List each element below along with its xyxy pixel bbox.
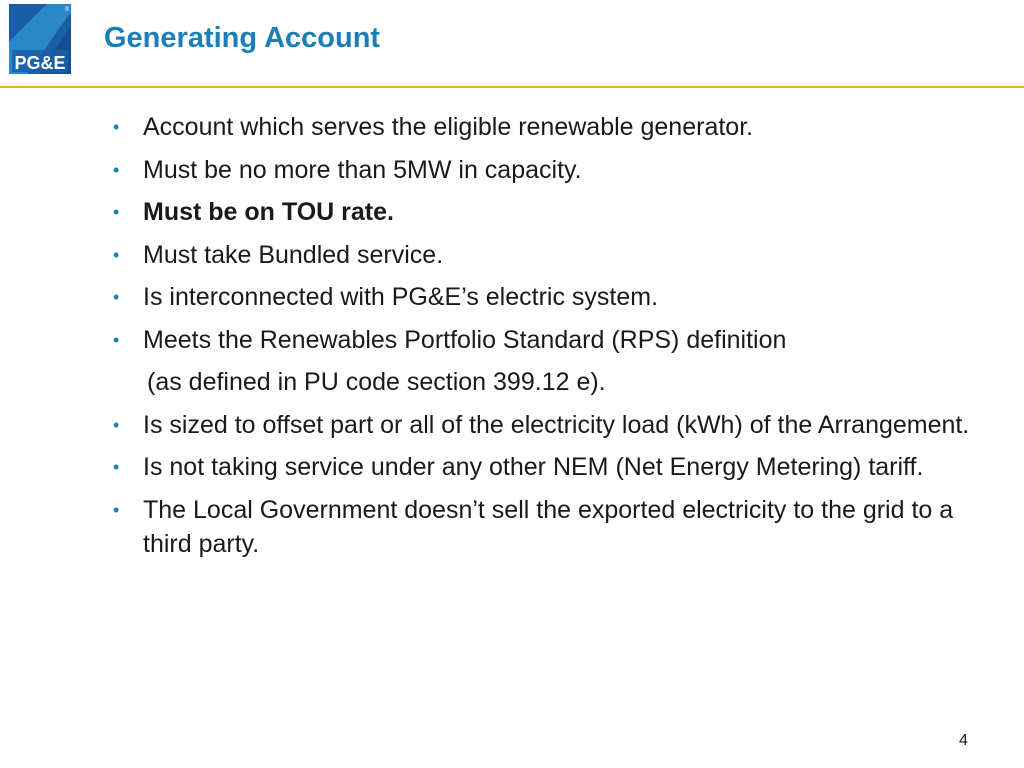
slide-header [0,0,1024,88]
bullet-text: Meets the Renewables Portfolio Standard (RPS) definition [143,325,787,354]
logo-text: PG&E [14,53,66,73]
bullet-item [113,408,993,443]
header-divider [0,86,1024,88]
registered-mark: ® [64,7,69,13]
bullet-item [113,280,993,315]
bullet-item [113,323,993,358]
bullet-text: (as defined in PU code section 399.12 e). [147,368,606,396]
bullet-text: Must take Bundled service. [143,240,444,269]
bullet-item [113,493,993,562]
bullet-continuation [113,365,993,400]
bullet-text: Must be no more than 5MW in capacity. [143,155,582,184]
bullet-item [113,450,993,485]
page-number: 4 [959,732,968,749]
bullet-dot-icon: • [113,287,120,307]
bullet-text: Is sized to offset part or all of the electricity load (kWh) of the Arrangement. [143,410,970,439]
bullet-dot-icon: • [113,159,120,180]
bullet-item [113,195,993,230]
bullet-dot-icon: • [113,457,120,477]
bullet-dot-icon: • [113,244,120,265]
bullet-text: The Local Government doesn’t sell the exported electricity to the grid to a third party. [143,495,954,558]
pge-logo-icon [9,4,73,75]
bullet-text: Must be on TOU rate. [143,198,394,226]
bullet-text: Is not taking service under any other NEM (Net Energy Metering) tariff. [143,453,924,481]
bullet-dot-icon: • [113,499,120,520]
slide-title: Generating Account [104,22,381,54]
bullet-item [113,110,993,145]
pge-logo [9,4,73,75]
bullet-dot-icon: • [113,414,120,435]
bullet-item [113,238,993,273]
bullet-dot-icon: • [113,202,120,222]
bullet-dot-icon: • [113,329,120,350]
bullet-dot-icon: • [113,117,120,137]
bullet-list [113,110,993,570]
bullet-text: Is interconnected with PG&E’s electric system. [143,283,659,311]
bullet-text: Account which serves the eligible renewable generator. [143,113,754,141]
bullet-item [113,153,993,188]
